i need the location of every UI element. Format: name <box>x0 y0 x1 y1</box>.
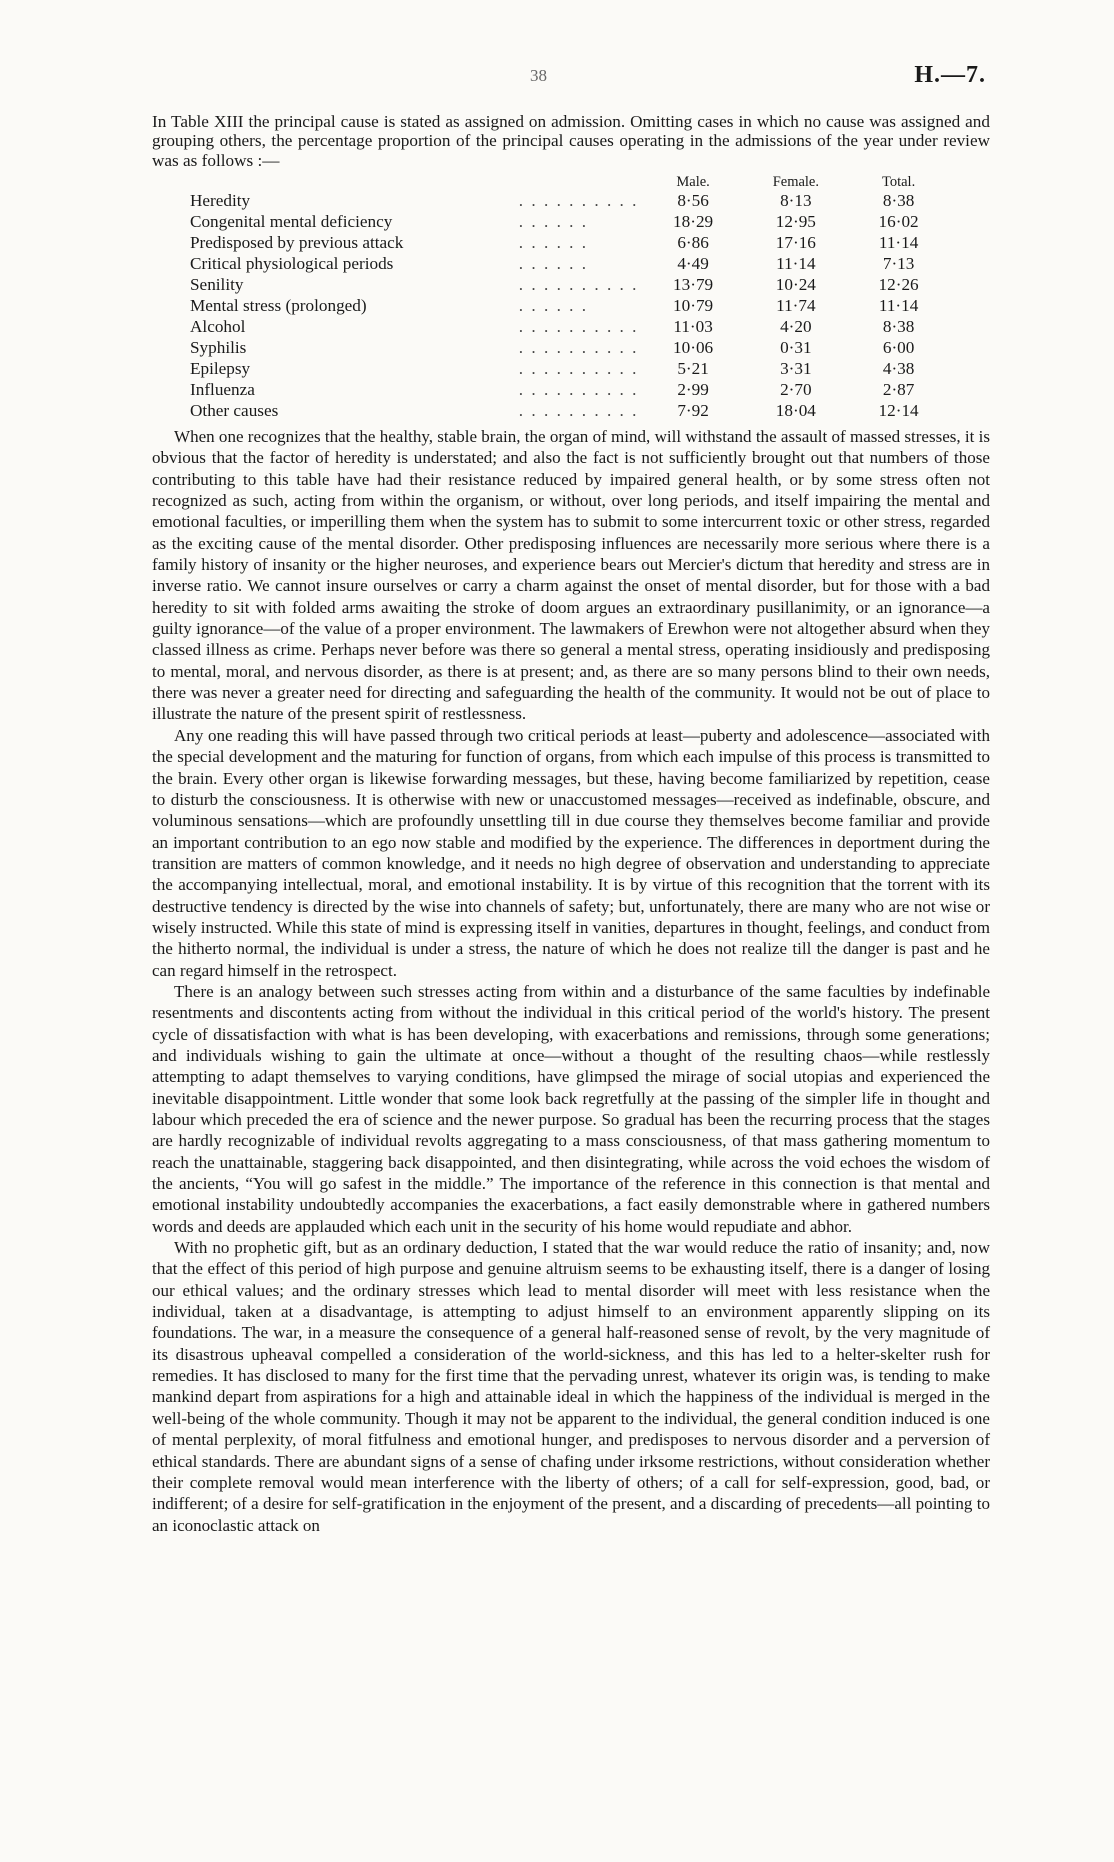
table-row <box>190 190 950 211</box>
leader-dots: . . . . . . . . . . <box>518 275 639 294</box>
page-number: 38 <box>530 66 547 85</box>
male-value: 10·79 <box>673 296 714 315</box>
male-value: 7·92 <box>677 401 709 420</box>
female-value: 3·31 <box>780 359 812 378</box>
leader-dots: . . . . . . . . . . <box>518 380 639 399</box>
female-value: 2·70 <box>780 380 812 399</box>
female-value: 10·24 <box>775 275 816 294</box>
table-header-row <box>190 174 950 190</box>
male-value: 10·06 <box>673 338 714 357</box>
total-value: 11·14 <box>878 296 919 315</box>
intro-paragraph: In Table XIII the principal cause is stated as assigned on admission. Omitting cases in which no cause was assigned and grouping others, the percentage proportion of the principal causes operating in the admissions of the year under review was as follows :— <box>152 112 990 170</box>
female-value: 18·04 <box>775 401 816 420</box>
female-value: 8·13 <box>780 191 812 210</box>
cause-label: Other causes <box>190 401 279 420</box>
leader-dots: . . . . . . . . . . <box>518 359 639 378</box>
cause-label: Influenza <box>190 380 255 399</box>
causes-table <box>190 174 950 421</box>
table-row <box>190 232 950 253</box>
total-value: 8·38 <box>882 191 915 210</box>
male-value: 4·49 <box>677 254 709 273</box>
table-row <box>190 274 950 295</box>
male-value: 6·86 <box>677 233 709 252</box>
total-value: 6·00 <box>882 338 915 357</box>
leader-dots: . . . . . . . . . . <box>518 401 639 420</box>
leader-dots: . . . . . . . . . . <box>518 317 639 336</box>
table-row <box>190 316 950 337</box>
paragraph: With no prophetic gift, but as an ordinary deduction, I stated that the war would reduce the ratio of insanity; and, now that the effect of this period of high purpose and genuine altruism seems to be exhausting itself, there is a danger of losing our ethical values; and the ordinary stresses which lead to mental disorder will meet with less resistance when the individual, taken at a disadvantage, is attempting to adjust himself to an environment apparently slipping on its foundations. The war, in a measure the consequence of a general half-reasoned sense of revolt, by the very magnitude of its disastrous upheaval compelled a consideration of the world-sickness, and this has led to a helter-skelter rush for remedies. It has disclosed to many for the first time that the pervading unrest, whatever its origin was, is tending to make mankind depart from aspirations for a high and attainable ideal in which the happiness of the individual is merged in the well-being of the whole community. Though it may not be apparent to the individual, the general condition induced is one of mental perplexity, of moral fitfulness and emotional hunger, and predisposes to nervous disorder and a perversion of ethical standards. There are abundant signs of a sense of chafing under irksome restrictions, without consideration whether their complete removal would mean interference with the liberty of others; of a call for self-expression, good, bad, or indifferent; of a desire for self-gratification in the enjoyment of the present, and a discarding of precedents—all pointing to an iconoclastic attack on <box>152 1238 990 1535</box>
total-value: 12·14 <box>878 401 919 420</box>
leader-dots: . . . . . . <box>518 296 589 315</box>
total-value: 2·87 <box>882 380 915 399</box>
table-row <box>190 253 950 274</box>
paragraph: Any one reading this will have passed through two critical periods at least—puberty and adolescence—associated with the special development and the maturing for function of organs, from which each impulse of this process is transmitted to the brain. Every other organ is likewise forwarding messages, but these, having become familiarized by repetition, cease to disturb the consciousness. It is otherwise with new or unaccustomed messages—received as indefinable, obscure, and voluminous sensations—which are profoundly unsettling till in due course they themselves become familiar and provide an important contribution to an ego now stable and modified by the experience. The differences in deportment during the transition are matters of common knowledge, and it needs no high degree of observation and understanding to appreciate the accompanying intellectual, moral, and emotional instability. It is by virtue of this recognition that the torrent with its destructive tendency is directed by the wise into channels of safety; but, unfortunately, there are many who are not wise or wisely instructed. While this state of mind is expressing itself in vanities, departures in thought, feelings, and conduct from the hitherto normal, the individual is under a stress, the nature of which he does not realize till the danger is past and he can regard himself in the retrospect. <box>152 725 990 980</box>
cause-label: Alcohol <box>190 317 246 336</box>
male-value: 5·21 <box>677 359 709 378</box>
table-row <box>190 211 950 232</box>
female-value: 12·95 <box>775 212 816 231</box>
total-value: 16·02 <box>878 212 919 231</box>
header-male: Male. <box>676 174 710 190</box>
female-value: 17·16 <box>775 233 816 252</box>
leader-dots: . . . . . . <box>518 254 589 273</box>
female-value: 0·31 <box>780 338 812 357</box>
total-value: 8·38 <box>882 317 915 336</box>
document-reference: H.—7. <box>914 62 986 88</box>
table-row <box>190 358 950 379</box>
cause-label: Congenital mental deficiency <box>190 212 393 231</box>
cause-label: Epilepsy <box>190 359 251 378</box>
leader-dots: . . . . . . <box>518 212 589 231</box>
leader-dots: . . . . . . <box>518 233 589 252</box>
male-value: 2·99 <box>677 380 709 399</box>
cause-label: Mental stress (prolonged) <box>190 296 367 315</box>
total-value: 4·38 <box>882 359 915 378</box>
cause-label: Predisposed by previous attack <box>190 233 404 252</box>
total-value: 7·13 <box>882 254 915 273</box>
table-row <box>190 295 950 316</box>
table-row <box>190 337 950 358</box>
header-female: Female. <box>772 174 819 190</box>
leader-dots: . . . . . . . . . . <box>518 338 639 357</box>
male-value: 8·56 <box>677 191 709 210</box>
male-value: 11·03 <box>673 317 713 336</box>
header-total: Total. <box>882 174 916 190</box>
table-row <box>190 379 950 400</box>
male-value: 13·79 <box>673 275 714 294</box>
total-value: 11·14 <box>878 233 919 252</box>
leader-dots: . . . . . . . . . . <box>518 191 639 210</box>
paragraph: When one recognizes that the healthy, stable brain, the organ of mind, will withstand the assault of massed stresses, it is obvious that the factor of heredity is understated; and also the fact is not sufficiently brought out that numbers of those contributing to this table have had their resistance reduced by impaired general health, or by some stress often not recognized as such, acting from within the organism, or without, over long periods, and itself impairing the mental and emotional faculties, or imperilling them when the system has to submit to some intercurrent toxic or other stress, regarded as the exciting cause of the mental disorder. Other predisposing influences are necessarily more serious where there is a family history of insanity or the higher neuroses, and experience bears out Mercier's dictum that heredity and stress are in inverse ratio. We cannot insure ourselves or carry a charm against the onset of mental disorder, but for those with a bad heredity to sit with folded arms awaiting the stroke of doom argues an extraordinary pusillanimity, or an ignorance—a guilty ignorance—of the value of a proper environment. The lawmakers of Erewhon were not altogether absurd when they classed illness as crime. Perhaps never before was there so general a mental stress, operating insidiously and predisposing to mental, moral, and nervous disorder, as there is at present; and, as there are so many persons blind to their own needs, there was never a greater need for directing and safeguarding the health of the community. It would not be out of place to illustrate the nature of the present spirit of restlessness. <box>152 427 990 724</box>
cause-label: Critical physiological periods <box>190 254 394 273</box>
female-value: 4·20 <box>780 317 812 336</box>
cause-label: Heredity <box>190 191 251 210</box>
female-value: 11·14 <box>776 254 816 273</box>
cause-label: Syphilis <box>190 338 247 357</box>
table-row <box>190 400 950 421</box>
female-value: 11·74 <box>776 296 816 315</box>
male-value: 18·29 <box>673 212 714 231</box>
body-text <box>152 426 990 1536</box>
cause-label: Senility <box>190 275 244 294</box>
total-value: 12·26 <box>878 275 919 294</box>
paragraph: There is an analogy between such stresses acting from within and a disturbance of the same faculties by indefinable resentments and discontents acting from without the individual in this critical period of the world's history. The present cycle of dissatisfaction with what is has been developing, with exacerbations and remissions, through some generations; and individuals wishing to gain the ultimate at once—without a thought of the resulting chaos—while restlessly attempting to adapt themselves to varying conditions, have glimpsed the mirage of social utopias and experienced the inevitable disappointment. Little wonder that some look back regretfully at the passing of the simpler life in thought and labour which preceded the era of science and the newer purpose. So gradual has been the recurring process that the stages are hardly recognizable of individual revolts aggregating to a mass consciousness, of that mass gathering momentum to reach the unattainable, staggering back disappointed, and then disintegrating, while across the void echoes the wisdom of the ancients, “You will go safest in the middle.” The importance of the reference in this connection is that mental and emotional instability undoubtedly accompanies the exacerbations, a fact easily demonstrable where in gathered numbers words and deeds are applauded which each unit in the security of his home would repudiate and abhor. <box>152 981 990 1236</box>
